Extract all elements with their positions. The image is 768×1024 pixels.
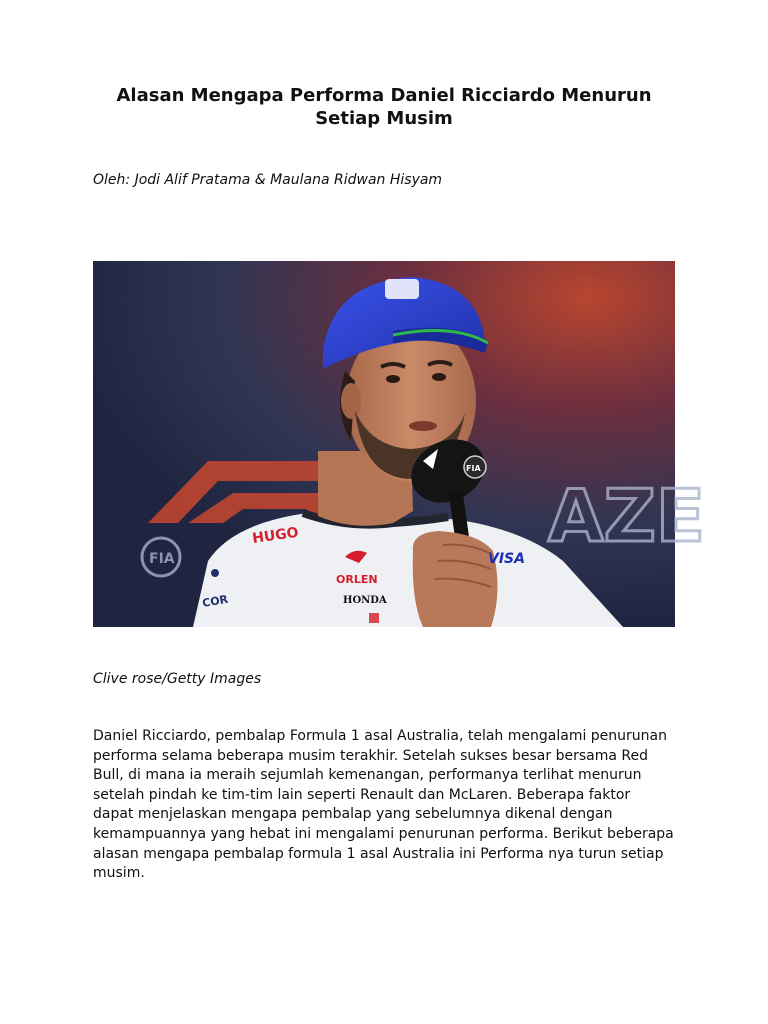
shirt-orlen-logo: ORLEN bbox=[336, 573, 378, 586]
shirt-honda-logo: HONDA bbox=[343, 595, 387, 606]
photo-caption: Clive rose/Getty Images bbox=[93, 671, 262, 687]
microphone-fia-label: FIA bbox=[466, 464, 481, 473]
article-byline: Oleh: Jodi Alif Pratama & Maulana Ridwan Hisyam bbox=[93, 172, 443, 188]
article-title: Alasan Mengapa Performa Daniel Ricciardo Menurun Setiap Musim bbox=[116, 85, 652, 129]
backdrop-aze-text: AZE bbox=[548, 474, 706, 558]
shirt-cor-logo: COR bbox=[201, 592, 230, 610]
backdrop-fia-text: FIA bbox=[149, 551, 175, 567]
shirt-visa-logo: VISA bbox=[488, 551, 525, 567]
article-body-paragraph: Daniel Ricciardo, pembalap Formula 1 asal Australia, telah mengalami penurunan performa selama beberapa musim terakhir. Setelah sukses besar bersama Red Bull, di mana ia meraih sejumlah kemenangan, performanya terlihat menurun setelah pindah ke tim-tim lain seperti Renault dan McLaren. Beberapa faktor dapat menjelaskan mengapa pembalap yang sebelumnya dikenal dengan kemampuannya yang hebat ini mengalami penurunan performa. Berikut beberapa alasan mengapa pembalap formula 1 asal Australia ini Performa nya turun setiap musim. bbox=[93, 728, 674, 882]
shirt-hugo-logo: HUGO bbox=[251, 524, 300, 547]
article-photo bbox=[93, 261, 706, 627]
